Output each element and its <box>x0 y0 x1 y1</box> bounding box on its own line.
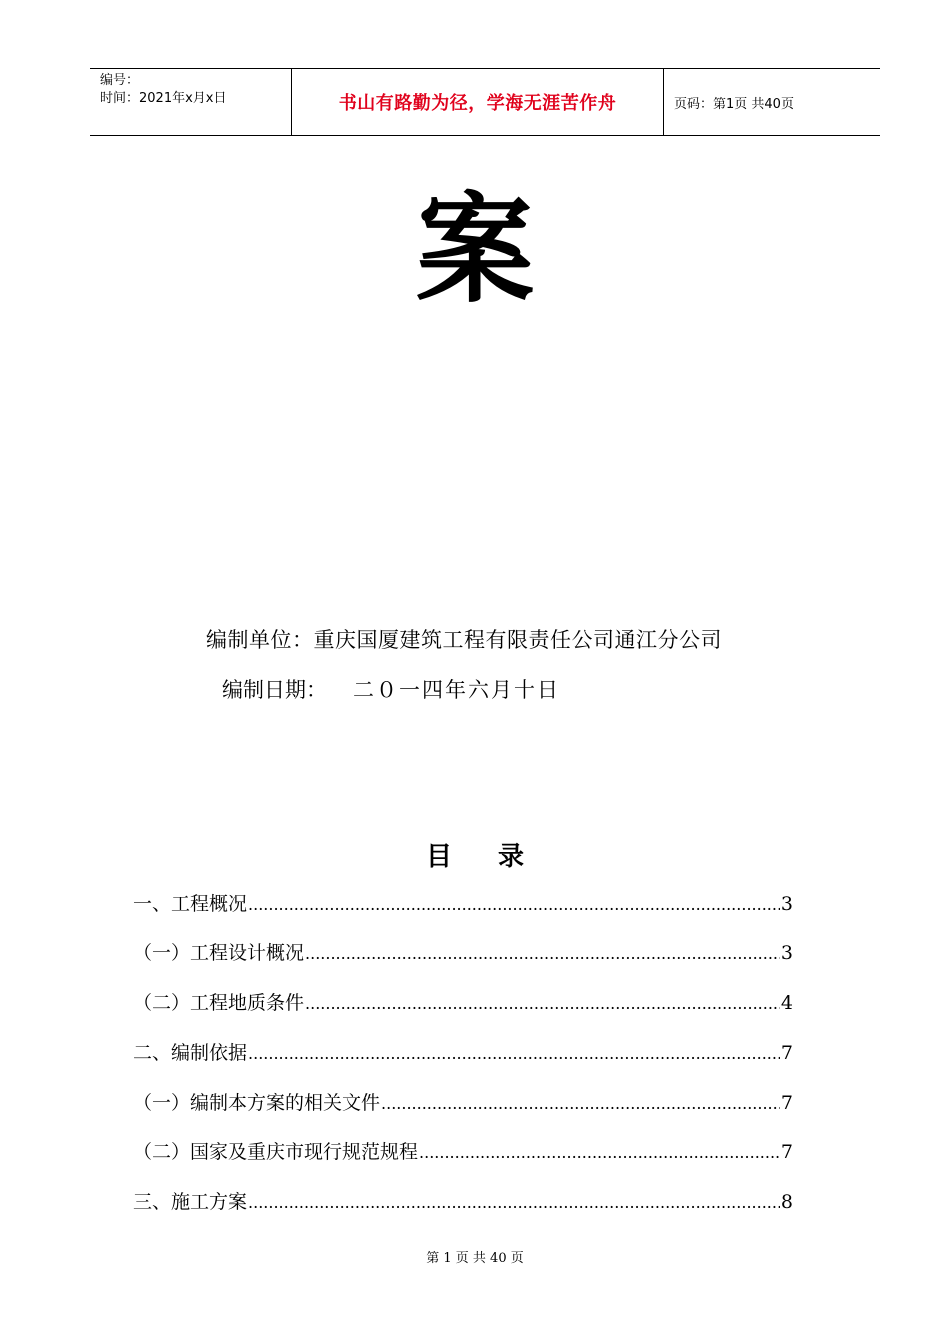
toc-item-label: （二）国家及重庆市现行规范规程 <box>133 1141 419 1163</box>
toc-item[interactable] <box>133 1137 793 1165</box>
header-motto: 书山有路勤为径，学海无涯苦作舟 <box>292 69 664 135</box>
document-title-char: 案 <box>415 181 534 319</box>
toc-item-label: 一、工程概况 <box>133 893 248 915</box>
toc-item-page: 8 <box>780 1191 793 1213</box>
page-header <box>90 68 880 136</box>
toc-item[interactable] <box>133 889 793 917</box>
compiling-date <box>222 674 560 704</box>
toc-title: 目录 <box>425 842 570 872</box>
toc-leader-dots <box>381 1094 780 1113</box>
toc-leader-dots <box>248 1044 780 1063</box>
compiling-date-value: 二０一四年六月十日 <box>353 678 560 702</box>
toc-item-page: 3 <box>780 893 793 915</box>
toc-item-label: （一）工程设计概况 <box>133 942 305 964</box>
toc-item-label: 二、编制依据 <box>133 1042 248 1064</box>
header-page-info: 页码：第1页 共40页 <box>674 96 794 112</box>
toc-item-page: 3 <box>780 942 793 964</box>
toc-item[interactable] <box>133 938 793 966</box>
toc-item-page: 7 <box>780 1092 793 1114</box>
toc-item[interactable] <box>133 988 793 1016</box>
toc-item-label: 三、施工方案 <box>133 1191 248 1213</box>
toc-leader-dots <box>248 1193 780 1212</box>
toc-item-page: 7 <box>780 1042 793 1064</box>
toc-item[interactable] <box>133 1187 793 1215</box>
toc-item-label: （一）编制本方案的相关文件 <box>133 1092 381 1114</box>
toc-item-label: （二）工程地质条件 <box>133 992 305 1014</box>
serial-label: 编号： <box>100 73 140 88</box>
toc-item[interactable] <box>133 1088 793 1116</box>
time-label: 时间：2021年x月x日 <box>100 91 227 106</box>
toc-leader-dots <box>419 1143 780 1162</box>
toc-item-page: 7 <box>780 1141 793 1163</box>
toc-leader-dots <box>305 994 780 1013</box>
compiling-date-label: 编制日期： <box>222 678 327 702</box>
toc-item[interactable] <box>133 1038 793 1066</box>
compiling-unit: 编制单位：重庆国厦建筑工程有限责任公司通江分公司 <box>206 628 722 652</box>
toc-leader-dots <box>248 895 780 914</box>
toc-item-page: 4 <box>780 992 793 1014</box>
page-footer: 第 1 页 共 40 页 <box>426 1251 524 1266</box>
toc-leader-dots <box>305 944 780 963</box>
header-meta-cell <box>90 69 292 135</box>
